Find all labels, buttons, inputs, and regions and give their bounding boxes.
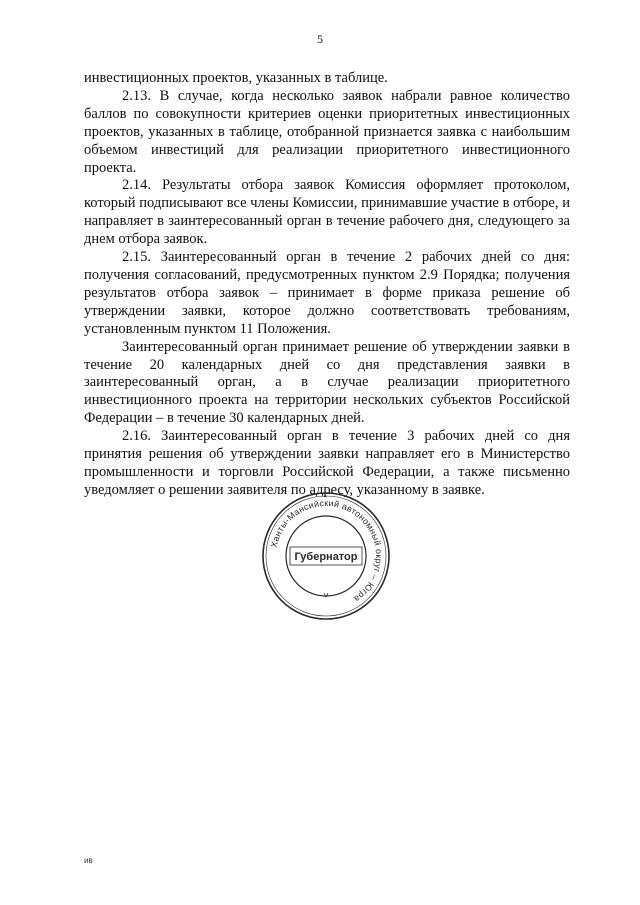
stamp-ring-text: Ханты-Мансийский автономный округ – Югра <box>268 497 385 605</box>
paragraph-2-14: 2.14. Результаты отбора заявок Комиссия оформляет протоколом, который подписывают все члены Комиссии, принимавшие участие в отборе, и направляет в заинтересованный орган в течение рабочего дня, следующего за днем отбора заявок. <box>84 177 570 248</box>
footer-mark: ив <box>84 856 93 865</box>
page-number: 5 <box>317 32 323 46</box>
paragraph-2-15: 2.15. Заинтересованный орган в течение 2 рабочих дней со дня: получения согласований, предусмотренных пунктом 2.9 Порядка; получения результатов отбора заявок – принимает в форме приказа решение об утверждении заявки, которое должно соответствовать требованиям, установленным пунктом 11 Положения. <box>84 249 570 337</box>
document-body <box>84 70 570 500</box>
paragraph-2-13: 2.13. В случае, когда несколько заявок набрали равное количество баллов по совокупности критериев оценки приоритетных инвестиционных проектов, указанных в таблице, отобранной признается заявка с наибольшим объемом инвестиций для реализации приоритетного инвестиционного проекта. <box>84 87 570 176</box>
governor-seal-stamp <box>260 490 392 622</box>
paragraph-continuation: инвестиционных проектов, указанных в таблице. <box>84 70 388 86</box>
paragraph-2-15-term: Заинтересованный орган принимает решение об утверждении заявки в течение 20 календарных дней со дня представления заявки в заинтересованный орган, а в случае реализации приоритетного инвестиционного проекта на территории нескольких субъектов Российской Федерации – в течение 30 календарных дней. <box>84 338 570 427</box>
stamp-center-text: Губернатор <box>294 551 358 563</box>
paragraph-2-16: 2.16. Заинтересованный орган в течение 3 рабочих дней со дня принятия решения об утверждении заявки направляет его в Министерство промышленности и торговли Российской Федерации, а также письменно уведомляет о решении заявителя по адресу, указанному в заявке. <box>84 428 570 498</box>
